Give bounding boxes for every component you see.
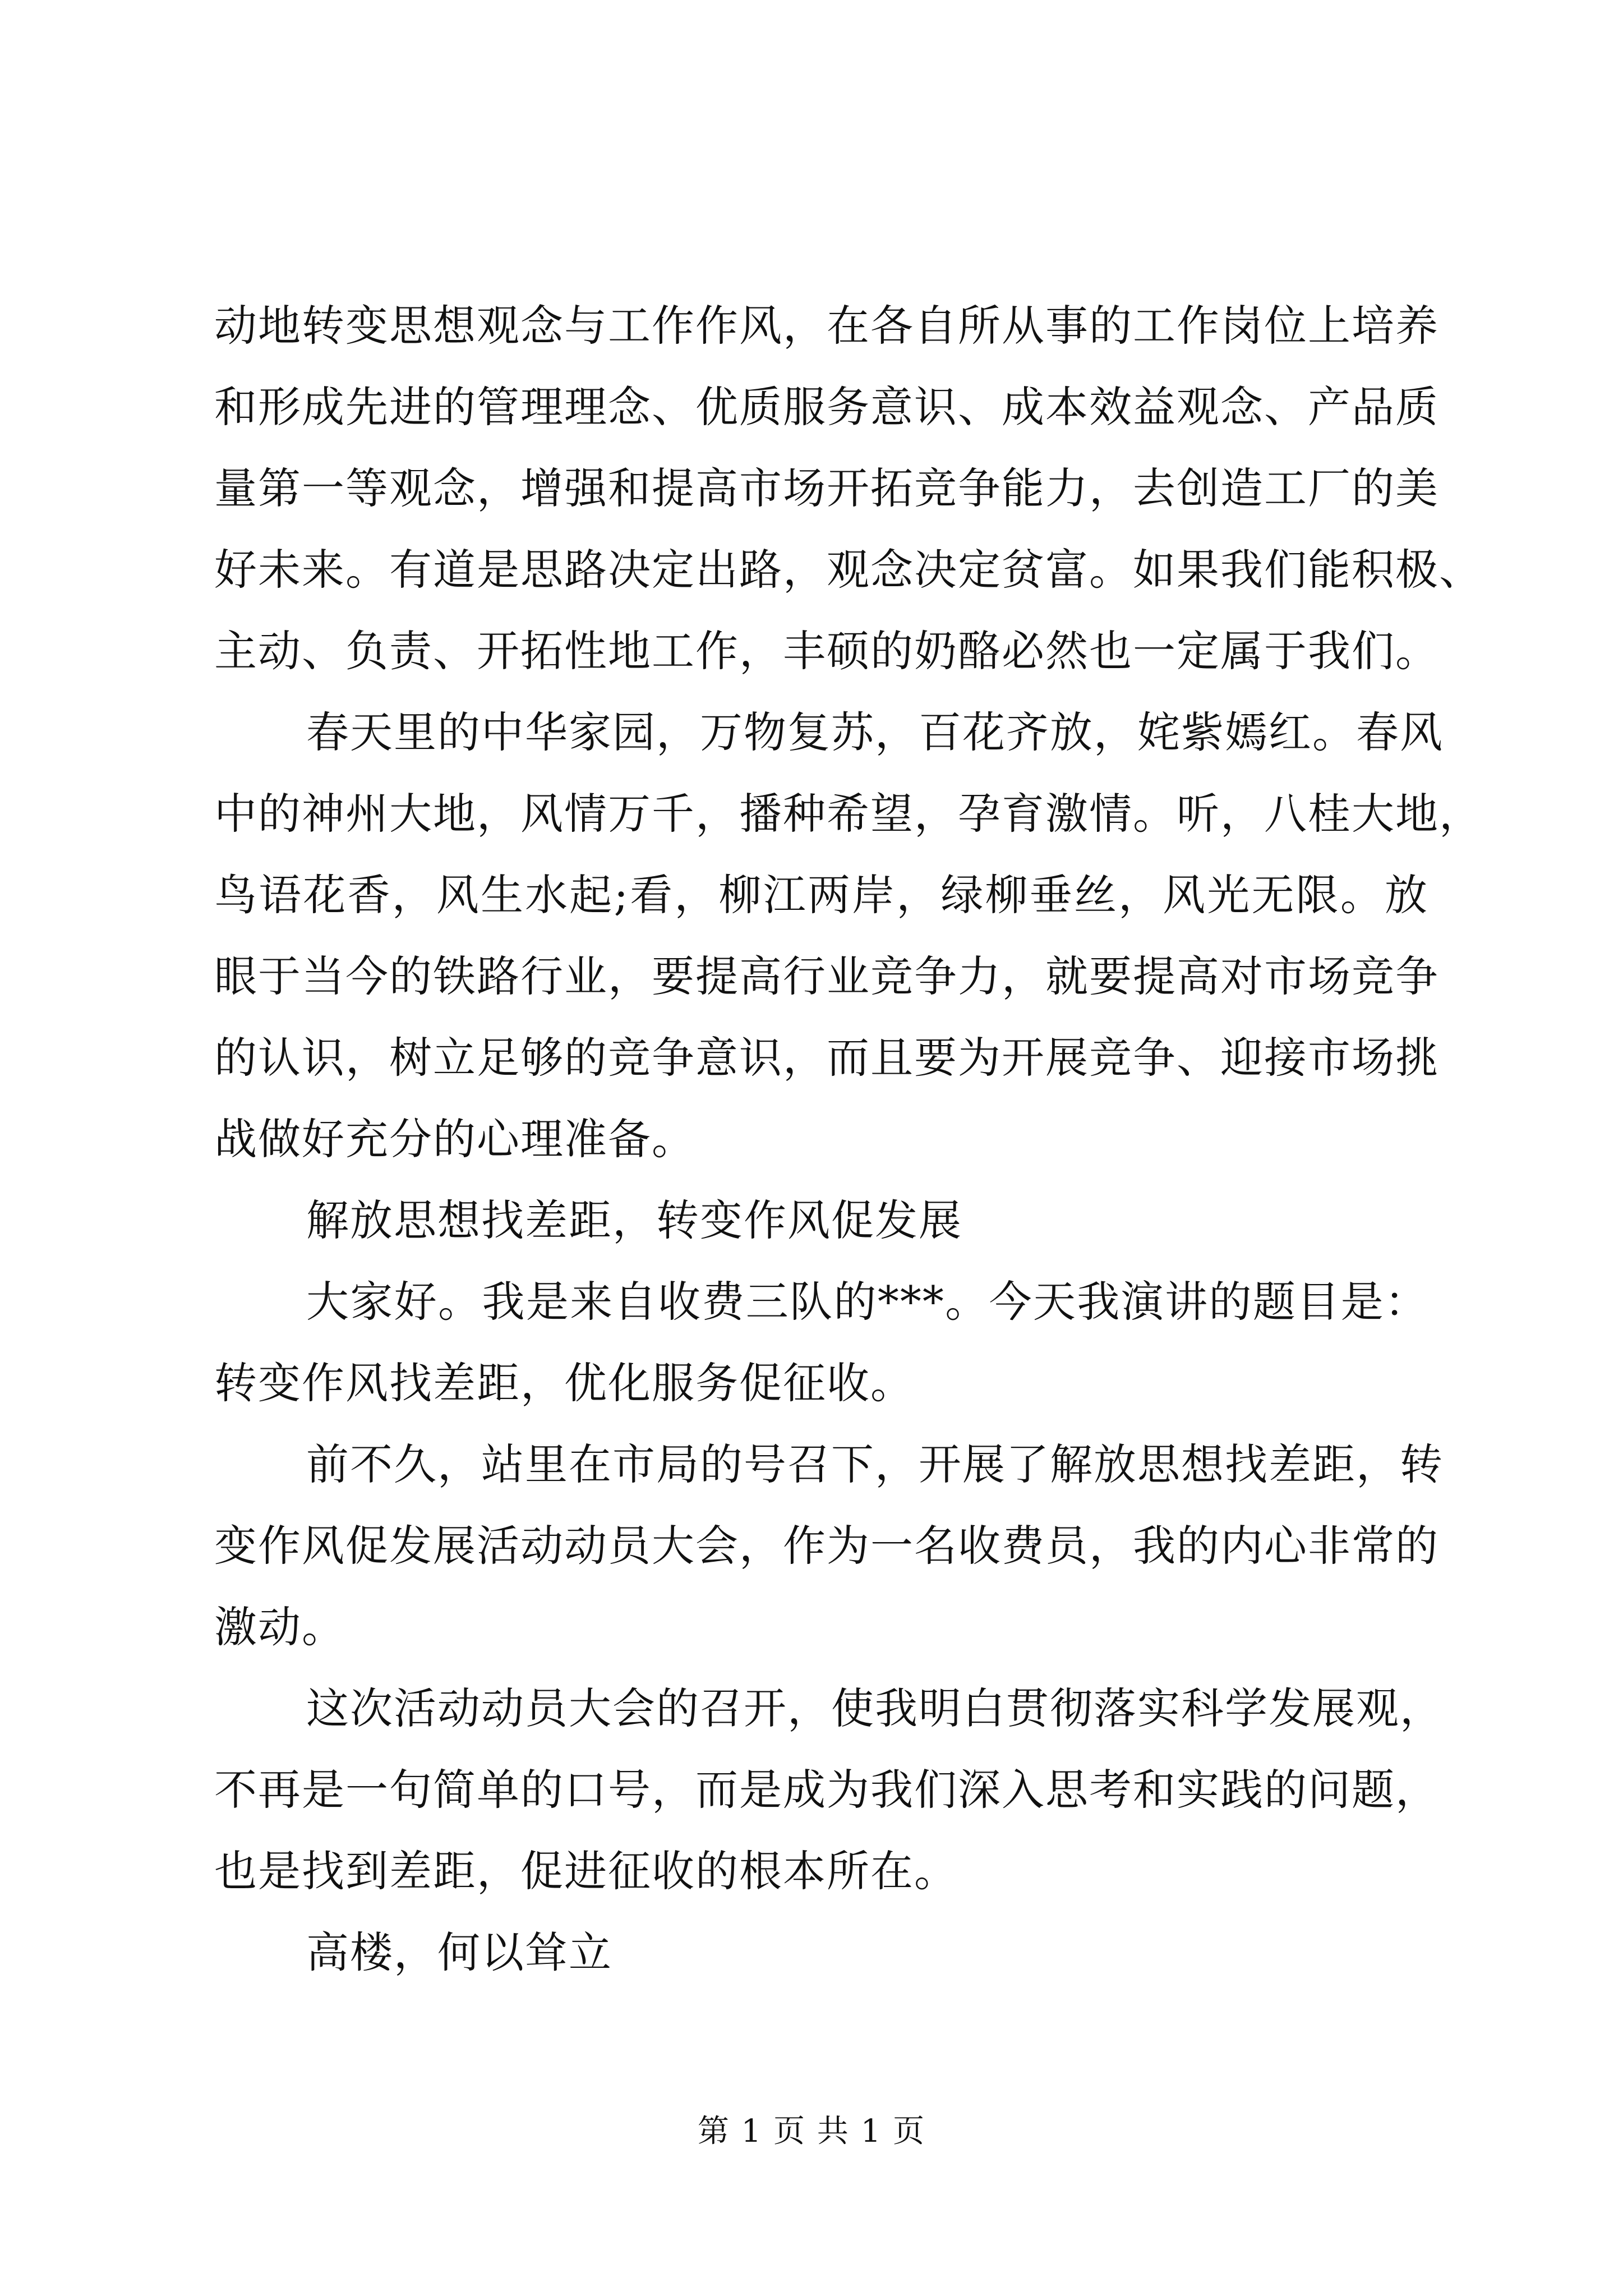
text-line: 动地转变思想观念与工作作风，在各自所从事的工作岗位上培养 — [214, 301, 1439, 351]
text-line: 和形成先进的管理理念、优质服务意识、成本效益观念、产品质 — [214, 382, 1439, 432]
text-line: 也是找到差距，促进征收的根本所在。 — [214, 1846, 958, 1896]
text-line: 战做好充分的心理准备。 — [214, 1114, 695, 1164]
paragraph-first-line: 高楼，何以耸立 — [306, 1927, 612, 1977]
body-text — [214, 285, 1483, 1993]
text-line: 变作风促发展活动动员大会，作为一名收费员，我的内心非常的 — [214, 1521, 1439, 1571]
text-line: 中的神州大地，风情万千，播种希望，孕育激情。听，八桂大地， — [214, 789, 1483, 839]
text-line: 激动。 — [214, 1602, 345, 1652]
text-line: 的认识，树立足够的竞争意识，而且要为开展竞争、迎接市场挑 — [214, 1033, 1439, 1083]
paragraph-first-line: 春天里的中华家园，万物复苏，百花齐放，姹紫嫣红。春风 — [306, 707, 1444, 757]
page-number: 第 1 页 共 1 页 — [697, 2113, 926, 2150]
text-line: 转变作风找差距，优化服务促征收。 — [214, 1358, 914, 1408]
paragraph-first-line: 这次活动动员大会的召开，使我明白贯彻落实科学发展观， — [306, 1683, 1444, 1733]
section-heading: 解放思想找差距，转变作风促发展 — [306, 1195, 962, 1245]
text-line: 主动、负责、开拓性地工作，丰硕的奶酪必然也一定属于我们。 — [214, 626, 1439, 676]
text-line: 好未来。有道是思路决定出路，观念决定贫富。如果我们能积极、 — [214, 545, 1483, 595]
page-footer — [0, 2109, 1623, 2154]
text-line: 量第一等观念，增强和提高市场开拓竞争能力，去创造工厂的美 — [214, 463, 1439, 513]
paragraph-first-line: 前不久，站里在市局的号召下，开展了解放思想找差距，转 — [306, 1439, 1444, 1489]
paragraph-first-line: 大家好。我是来自收费三队的***。今天我演讲的题目是： — [306, 1277, 1428, 1327]
text-line: 鸟语花香，风生水起;看，柳江两岸，绿柳垂丝，风光无限。放 — [214, 870, 1428, 920]
text-line: 眼于当今的铁路行业，要提高行业竞争力，就要提高对市场竞争 — [214, 951, 1439, 1001]
text-line: 不再是一句简单的口号，而是成为我们深入思考和实践的问题， — [214, 1765, 1439, 1815]
